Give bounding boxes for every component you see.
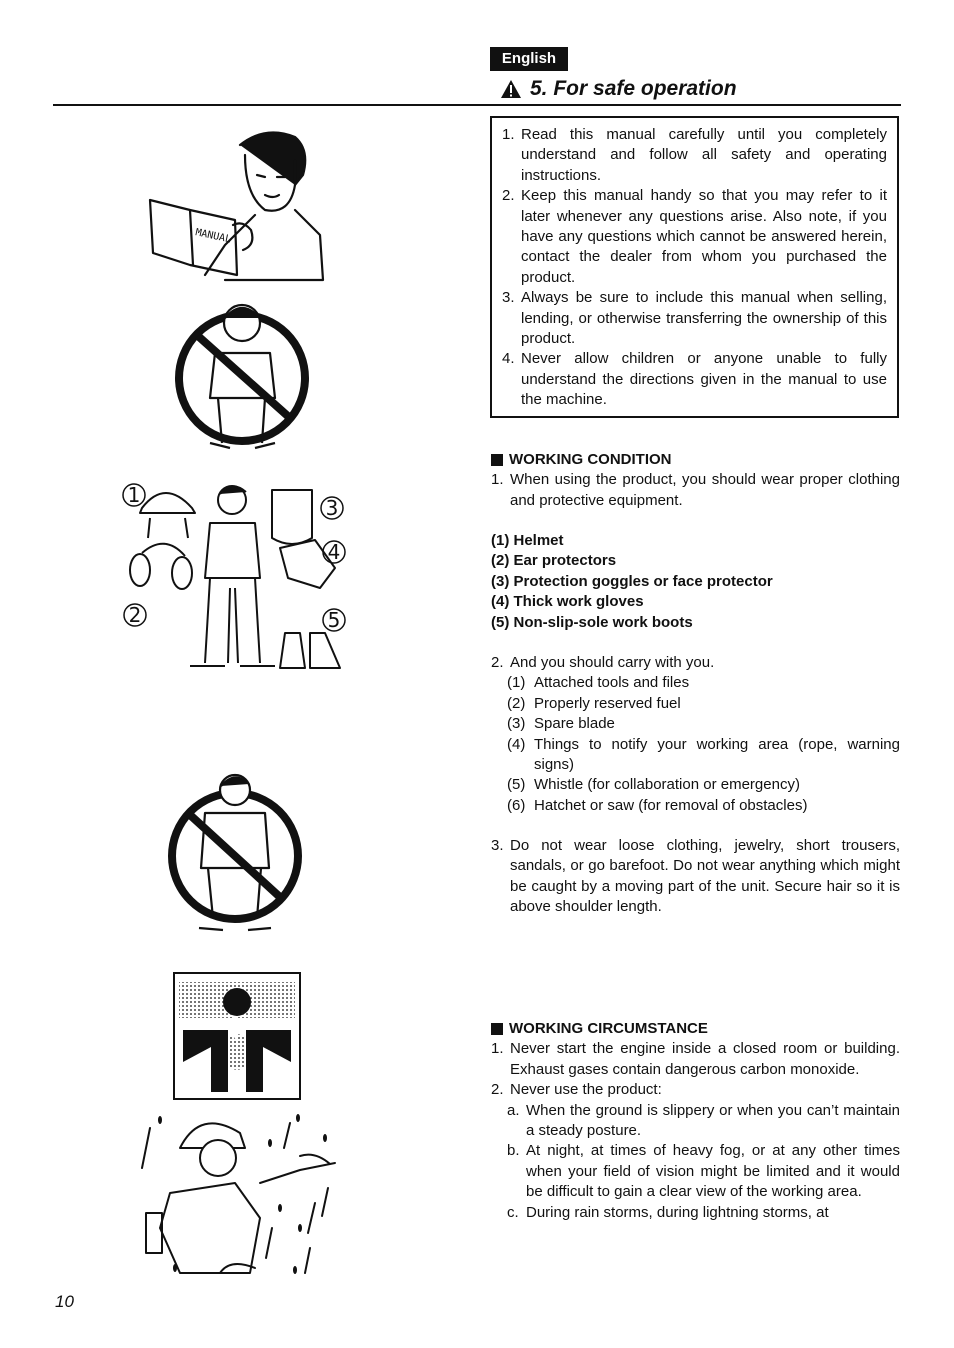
warning-triangle-icon	[500, 79, 522, 99]
equipment-item: (4) Thick work gloves	[491, 593, 644, 611]
intro-box	[490, 116, 899, 418]
working-circumstance-section	[491, 1019, 900, 1223]
label-1: 1	[127, 483, 141, 507]
working-condition-item-1: 1. When using the product, you should wear proper clothing and protective equipment.	[491, 471, 900, 509]
header-rule	[53, 104, 901, 106]
label-4: 4	[327, 540, 341, 564]
carry-item: (3) Spare blade	[507, 715, 615, 733]
square-bullet-icon	[491, 1023, 503, 1035]
working-circumstance-item-2: 2. Never use the product:	[491, 1081, 662, 1099]
label-3: 3	[325, 496, 339, 520]
label-5: 5	[327, 608, 341, 632]
intro-item: 2. Keep this manual handy so that you may refer to it later whenever any questions arise. Also note, if you have any questions which cannot be answered herein, contact the dealer from whom you purchased the product.	[502, 187, 887, 286]
working-condition-item-3: 3. Do not wear loose clothing, jewelry, short trousers, sandals, or go barefoot. Do not wear anything which might be caught by a moving part of the unit. Secure hair so it is above shoulder length.	[491, 837, 900, 916]
rain-weather-illustration	[140, 1108, 340, 1280]
protective-equipment-illustration	[120, 478, 350, 678]
circumstance-subitem: a. When the ground is slippery or when you can’t maintain a steady posture.	[507, 1101, 900, 1140]
intro-item: 4. Never allow children or anyone unable to fully understand the directions given in the manual to use the machine.	[502, 350, 887, 409]
carry-section	[491, 653, 900, 816]
equipment-item: (5) Non-slip-sole work boots	[491, 613, 693, 631]
clothing-section	[491, 836, 900, 918]
equipment-item: (1) Helmet	[491, 532, 564, 549]
carry-item: (2) Properly reserved fuel	[507, 694, 681, 712]
working-condition-heading: WORKING CONDITION	[491, 450, 900, 470]
equipment-item: (3) Protection goggles or face protector	[491, 572, 773, 590]
working-circumstance-item-1: 1. Never start the engine inside a closed room or building. Exhaust gases contain dangerous carbon monoxide.	[491, 1040, 900, 1078]
intro-item: 3. Always be sure to include this manual when selling, lending, or otherwise transferring the ownership of this product.	[502, 289, 887, 348]
working-condition-item-2: 2. And you should carry with you.	[491, 654, 715, 671]
working-circumstance-heading: WORKING CIRCUMSTANCE	[491, 1019, 900, 1039]
label-2: 2	[128, 603, 142, 627]
manual-label: MANUAL	[194, 227, 232, 246]
carry-item: (1) Attached tools and files	[507, 674, 690, 692]
no-children-sign	[170, 298, 315, 458]
circumstance-subitem: b. At night, at times of heavy fog, or at any other times when your field of vision might be limited and it would be difficult to gain a clear view of the working area.	[507, 1142, 900, 1201]
carry-item: (5) Whistle (for collaboration or emergency)	[507, 776, 800, 794]
page-number: 10	[55, 1292, 74, 1311]
equipment-list	[491, 531, 900, 633]
carry-item: (4) Things to notify your working area (rope, warning signs)	[507, 735, 900, 774]
exhaust-gas-pictogram	[173, 972, 301, 1100]
equipment-item: (2) Ear protectors	[491, 552, 617, 570]
intro-item: 1. Read this manual carefully until you completely understand and follow all safety and operating instructions.	[502, 126, 887, 184]
reading-manual-illustration	[145, 125, 330, 285]
section-title	[500, 75, 737, 103]
carry-item: (6) Hatchet or saw (for removal of obstacles)	[507, 796, 808, 814]
circumstance-subitem: c. During rain storms, during lightning storms, at	[507, 1203, 829, 1221]
no-loose-clothing-sign	[163, 768, 308, 938]
working-condition-section	[491, 450, 900, 511]
square-bullet-icon	[491, 454, 503, 466]
language-tag: English	[490, 47, 568, 71]
section-title-text: 5. For safe operation	[530, 77, 737, 100]
